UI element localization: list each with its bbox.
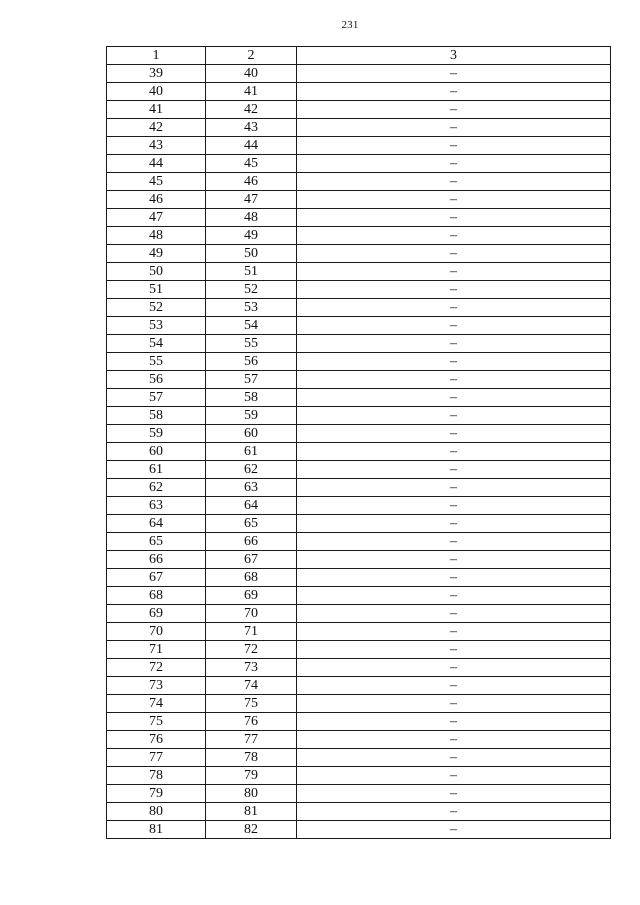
table-cell: 80 [107, 803, 206, 821]
table-cell: 48 [107, 227, 206, 245]
table-cell: 61 [107, 461, 206, 479]
table-row [107, 83, 611, 101]
table-cell: – [297, 281, 611, 299]
table-cell: – [297, 731, 611, 749]
table-row [107, 587, 611, 605]
table-cell: – [297, 317, 611, 335]
table-row [107, 677, 611, 695]
table-row [107, 461, 611, 479]
table-cell: 53 [206, 299, 297, 317]
table-row [107, 443, 611, 461]
table-cell: 49 [206, 227, 297, 245]
table-cell: 65 [107, 533, 206, 551]
table-cell: 82 [206, 821, 297, 839]
table-row [107, 803, 611, 821]
table-cell: 67 [107, 569, 206, 587]
table-cell: 45 [107, 173, 206, 191]
table-cell: 73 [107, 677, 206, 695]
table-cell: 54 [206, 317, 297, 335]
table-cell: – [297, 425, 611, 443]
table-cell: 63 [107, 497, 206, 515]
table-cell: 74 [107, 695, 206, 713]
table-body [107, 65, 611, 839]
table-cell: – [297, 263, 611, 281]
table-cell: – [297, 479, 611, 497]
table-cell: – [297, 677, 611, 695]
table-cell: 66 [107, 551, 206, 569]
table-cell: 40 [206, 65, 297, 83]
table-cell: – [297, 569, 611, 587]
table-cell: 77 [206, 731, 297, 749]
table-cell: 62 [107, 479, 206, 497]
table-cell: – [297, 227, 611, 245]
table-cell: – [297, 587, 611, 605]
table-cell: 63 [206, 479, 297, 497]
table-row [107, 821, 611, 839]
table-cell: 80 [206, 785, 297, 803]
table-cell: 39 [107, 65, 206, 83]
table-row [107, 551, 611, 569]
table-cell: – [297, 497, 611, 515]
table-cell: 62 [206, 461, 297, 479]
table-cell: – [297, 101, 611, 119]
table-cell: 52 [107, 299, 206, 317]
column-header: 3 [297, 47, 611, 65]
table-row [107, 65, 611, 83]
table-cell: 79 [107, 785, 206, 803]
table-cell: 71 [206, 623, 297, 641]
table-cell: – [297, 155, 611, 173]
table-cell: 64 [206, 497, 297, 515]
table-cell: 61 [206, 443, 297, 461]
table-cell: – [297, 785, 611, 803]
table-cell: 41 [107, 101, 206, 119]
table-cell: 69 [206, 587, 297, 605]
table-cell: 81 [107, 821, 206, 839]
table-header-row [107, 47, 611, 65]
table-cell: 44 [107, 155, 206, 173]
table-cell: – [297, 767, 611, 785]
table-cell: 64 [107, 515, 206, 533]
table-row [107, 137, 611, 155]
table-cell: – [297, 83, 611, 101]
table-row [107, 155, 611, 173]
table-cell: 74 [206, 677, 297, 695]
table-cell: – [297, 245, 611, 263]
table-cell: 59 [206, 407, 297, 425]
table-cell: 49 [107, 245, 206, 263]
table-cell: – [297, 173, 611, 191]
table-cell: 79 [206, 767, 297, 785]
table-cell: 42 [206, 101, 297, 119]
data-table [106, 46, 611, 839]
page-number: 231 [341, 19, 359, 31]
table-cell: 77 [107, 749, 206, 767]
table-cell: 55 [107, 353, 206, 371]
table-row [107, 497, 611, 515]
table-cell: 47 [206, 191, 297, 209]
table-cell: – [297, 209, 611, 227]
table-cell: 76 [206, 713, 297, 731]
table-cell: – [297, 299, 611, 317]
table-cell: 68 [206, 569, 297, 587]
table-row [107, 227, 611, 245]
table-cell: 72 [107, 659, 206, 677]
table-cell: – [297, 65, 611, 83]
table-cell: – [297, 695, 611, 713]
table-row [107, 353, 611, 371]
table-cell: 78 [206, 749, 297, 767]
table-cell: 76 [107, 731, 206, 749]
table-cell: 53 [107, 317, 206, 335]
table-cell: 70 [107, 623, 206, 641]
table-cell: 44 [206, 137, 297, 155]
table-cell: 45 [206, 155, 297, 173]
table-row [107, 119, 611, 137]
table-cell: 52 [206, 281, 297, 299]
column-header: 1 [107, 47, 206, 65]
table-row [107, 695, 611, 713]
table-cell: 46 [206, 173, 297, 191]
table-cell: 60 [107, 443, 206, 461]
table-cell: 47 [107, 209, 206, 227]
table-cell: – [297, 335, 611, 353]
table-header [107, 47, 611, 65]
table-row [107, 767, 611, 785]
table-cell: 73 [206, 659, 297, 677]
table-cell: 56 [107, 371, 206, 389]
table-cell: 55 [206, 335, 297, 353]
table-cell: 81 [206, 803, 297, 821]
table-row [107, 299, 611, 317]
table-row [107, 371, 611, 389]
table-row [107, 641, 611, 659]
table-row [107, 659, 611, 677]
table-cell: – [297, 407, 611, 425]
table-cell: – [297, 443, 611, 461]
table-row [107, 479, 611, 497]
table-row [107, 263, 611, 281]
table-row [107, 731, 611, 749]
table-row [107, 101, 611, 119]
column-header: 2 [206, 47, 297, 65]
table-cell: 58 [206, 389, 297, 407]
table-cell: 60 [206, 425, 297, 443]
table-row [107, 407, 611, 425]
table-cell: – [297, 659, 611, 677]
table-row [107, 425, 611, 443]
table-cell: 51 [206, 263, 297, 281]
table-cell: 65 [206, 515, 297, 533]
table-cell: – [297, 389, 611, 407]
table-cell: 54 [107, 335, 206, 353]
table-cell: – [297, 821, 611, 839]
table-row [107, 569, 611, 587]
table-cell: 70 [206, 605, 297, 623]
table-cell: 59 [107, 425, 206, 443]
table-cell: 48 [206, 209, 297, 227]
table-cell: 78 [107, 767, 206, 785]
table-cell: 69 [107, 605, 206, 623]
table-row [107, 281, 611, 299]
table-cell: 72 [206, 641, 297, 659]
table-cell: – [297, 371, 611, 389]
table-cell: – [297, 461, 611, 479]
table-cell: 43 [107, 137, 206, 155]
table-cell: 41 [206, 83, 297, 101]
table-cell: – [297, 623, 611, 641]
table-cell: – [297, 605, 611, 623]
table-cell: – [297, 119, 611, 137]
table-row [107, 785, 611, 803]
table-cell: 57 [206, 371, 297, 389]
table-row [107, 335, 611, 353]
table-row [107, 749, 611, 767]
table-cell: 57 [107, 389, 206, 407]
table-cell: 68 [107, 587, 206, 605]
table-row [107, 515, 611, 533]
table-row [107, 245, 611, 263]
table-cell: – [297, 749, 611, 767]
table-cell: 66 [206, 533, 297, 551]
table-cell: – [297, 803, 611, 821]
table-row [107, 605, 611, 623]
table-row [107, 623, 611, 641]
table-cell: – [297, 191, 611, 209]
table-cell: 67 [206, 551, 297, 569]
table-cell: – [297, 551, 611, 569]
table-cell: – [297, 137, 611, 155]
table-cell: 71 [107, 641, 206, 659]
table-cell: – [297, 713, 611, 731]
table-cell: 43 [206, 119, 297, 137]
table-cell: 75 [107, 713, 206, 731]
table-row [107, 389, 611, 407]
table-row [107, 191, 611, 209]
table-row [107, 173, 611, 191]
table-row [107, 713, 611, 731]
table-row [107, 317, 611, 335]
table-cell: 51 [107, 281, 206, 299]
table-cell: – [297, 353, 611, 371]
table-row [107, 533, 611, 551]
table-cell: 58 [107, 407, 206, 425]
table-cell: – [297, 533, 611, 551]
table-row [107, 209, 611, 227]
table-cell: – [297, 641, 611, 659]
table-cell: 46 [107, 191, 206, 209]
table-cell: 42 [107, 119, 206, 137]
table-cell: 50 [107, 263, 206, 281]
table-cell: 50 [206, 245, 297, 263]
table-cell: 56 [206, 353, 297, 371]
table-cell: 75 [206, 695, 297, 713]
table-cell: – [297, 515, 611, 533]
table-cell: 40 [107, 83, 206, 101]
